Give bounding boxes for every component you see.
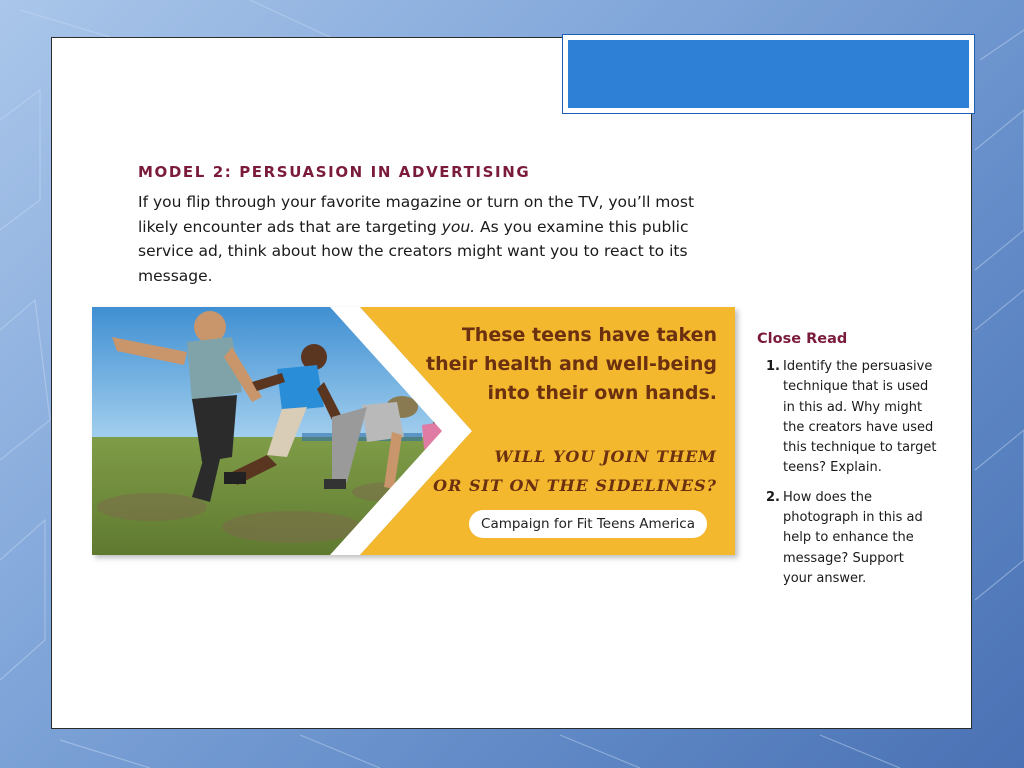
close-read-number-2: 2.	[766, 489, 780, 505]
ad-headline: These teens have taken their health and well-being into their own hands.	[425, 324, 717, 404]
close-read-question-2: How does the photograph in this ad help to enhance the message? Support your answer.	[783, 489, 923, 586]
slide-title-bar	[568, 40, 969, 108]
close-read-number-1: 1.	[766, 359, 780, 374]
intro-emphasis: you.	[441, 217, 476, 236]
model-heading: MODEL 2: PERSUASION IN ADVERTISING	[138, 163, 531, 181]
close-read-question-1: Identify the persuasive technique that is used in this ad. Why might the creators have used this technique to target teens? Explain.	[783, 359, 937, 476]
intro-text-before: If you flip through your favorite magazine or turn on the TV, you’ll most likely encounter ads that are targeting	[138, 193, 695, 236]
campaign-label: Campaign for Fit Teens America	[469, 510, 707, 538]
intro-text-after: As you examine this public service ad, think about how the creators might want you to react to its message.	[138, 217, 689, 285]
public-service-ad	[92, 307, 735, 555]
close-read-item-2	[766, 488, 948, 589]
intro-paragraph	[138, 190, 718, 288]
close-read-list	[766, 357, 948, 598]
close-read-title: Close Read	[757, 331, 848, 347]
close-read-item-1	[766, 357, 948, 479]
slide-title-box[interactable]	[562, 34, 975, 114]
ad-call-to-action: WILL YOU JOIN THEM OR SIT ON THE SIDELINES?	[433, 447, 717, 495]
